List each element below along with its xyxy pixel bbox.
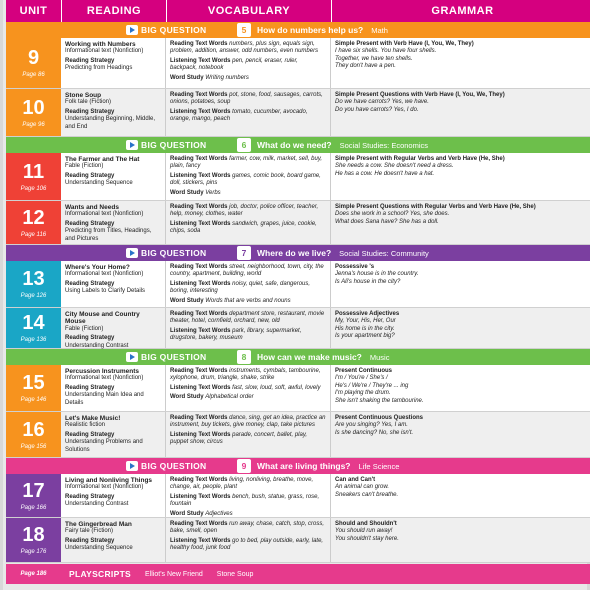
- vocab-words: department store, restaurant, movie theater, hotel, cornfield, orchard, new, old: [170, 311, 325, 325]
- grammar-cell: [331, 518, 590, 562]
- grammar-example: Is Ali's house in the city?: [335, 278, 401, 285]
- header-reading: READING: [61, 0, 166, 22]
- reading-strategy-label: Reading Strategy: [65, 280, 115, 287]
- reading-genre: Folk tale (Fiction): [65, 99, 112, 106]
- vocab-heading: Reading Text Words: [170, 92, 228, 98]
- vocabulary-cell: [166, 518, 331, 562]
- unit-badge[interactable]: [6, 201, 61, 244]
- table-header: [61, 0, 590, 22]
- vocab-words: sandwich, grapes, juice, cookie, chips, soda: [170, 220, 317, 235]
- vocab-entry: [170, 368, 326, 383]
- unit-number: 14: [22, 312, 45, 334]
- playscript-item[interactable]: Elliot's New Friend: [145, 570, 203, 578]
- vocabulary-cell: [166, 261, 331, 307]
- vocab-heading: Reading Text Words: [170, 41, 228, 47]
- grammar-example: She isn't shaking the tambourine.: [335, 397, 424, 404]
- play-icon[interactable]: [126, 25, 138, 35]
- reading-strategy: Understanding Sequence: [65, 180, 133, 187]
- vocab-heading: Listening Text Words: [170, 384, 231, 391]
- vocab-heading: Reading Text Words: [170, 415, 228, 421]
- reading-strategy-label: Reading Strategy: [65, 172, 115, 179]
- big-question-subject: Math: [371, 25, 388, 35]
- vocab-entry: [170, 75, 326, 82]
- unit-number: 17: [22, 479, 45, 502]
- vocab-entry: [170, 190, 326, 197]
- grammar-example: They don't have a pen.: [335, 63, 396, 70]
- unit-page: Page 116: [20, 231, 47, 238]
- reading-genre: Realistic fiction: [65, 422, 106, 429]
- grammar-example: Are you singing? Yes, I am.: [335, 422, 408, 429]
- unit-number: 9: [27, 47, 40, 69]
- big-question-number: 9: [237, 459, 251, 473]
- unit-page: Page 156: [20, 443, 47, 450]
- vocab-entry: [170, 92, 326, 107]
- reading-strategy: Understanding Sequence: [65, 545, 133, 552]
- vocab-entry: [170, 494, 326, 509]
- vocab-entry: [170, 156, 326, 171]
- big-question-text: What do we need?: [257, 140, 332, 150]
- big-question-label: BIG QUESTION: [141, 248, 207, 258]
- reading-genre: Fable (Fiction): [65, 325, 104, 332]
- vocab-heading: Reading Text Words: [170, 204, 228, 210]
- vocab-words: pot, stone, food, sausages, carrots, onions, potatoes, soup: [170, 92, 323, 106]
- unit-page: Page 126: [20, 293, 47, 299]
- vocab-entry: [170, 311, 326, 326]
- vocab-entry: [170, 264, 326, 279]
- grammar-example: I'm / You're / She's /: [335, 375, 388, 382]
- grammar-example: He has a cow. He doesn't have a hat.: [335, 170, 435, 177]
- grammar-example: She needs a cow. She doesn't need a dress.: [335, 163, 454, 170]
- reading-title: The Farmer and The Hat: [65, 156, 140, 163]
- reading-strategy: Understanding Contrast: [65, 342, 129, 349]
- play-icon[interactable]: [126, 461, 138, 471]
- reading-cell: [61, 412, 166, 457]
- unit-number: 13: [22, 268, 45, 290]
- footer-playscripts: [6, 564, 590, 584]
- grammar-cell: [331, 261, 590, 307]
- big-question-bar: [6, 22, 590, 38]
- vocab-words: noisy, quiet, safe, dangerous, boring, interesting: [170, 280, 311, 295]
- big-question-text: How do numbers help us?: [257, 25, 364, 35]
- grammar-cell: [331, 365, 590, 411]
- reading-strategy-label: Reading Strategy: [65, 220, 115, 227]
- vocab-entry: [170, 385, 326, 392]
- playscripts-label: PLAYSCRIPTS: [69, 569, 132, 579]
- vocab-heading: Word Study: [170, 297, 204, 304]
- big-question-subject: Music: [369, 352, 390, 362]
- unit-number: 18: [22, 524, 45, 546]
- vocab-heading: Listening Text Words: [170, 108, 231, 115]
- vocab-words: Words that are verbs and nouns: [205, 297, 291, 304]
- big-question-text: What are living things?: [257, 461, 351, 471]
- grammar-title: Can and Can't: [335, 477, 376, 483]
- vocab-heading: Word Study: [170, 394, 204, 401]
- footer-page: Page 186: [20, 571, 47, 577]
- unit-row: [6, 412, 590, 458]
- grammar-example: I have six shells. You have four shells.: [335, 48, 437, 55]
- vocab-words: tomato, cucumber, avocado, orange, mango, peach: [170, 108, 308, 123]
- grammar-example: Sneakers can't breathe.: [335, 491, 399, 498]
- big-question-number: 7: [237, 246, 251, 260]
- grammar-title: Present Continuous: [335, 368, 393, 374]
- vocabulary-cell: [166, 412, 331, 457]
- vocab-entry: [170, 511, 326, 518]
- reading-title: Where's Your Home?: [65, 264, 130, 271]
- vocab-heading: Listening Text Words: [170, 57, 231, 64]
- reading-cell: [61, 153, 166, 200]
- vocab-heading: Word Study: [170, 510, 204, 517]
- header-vocabulary: VOCABULARY: [166, 0, 331, 22]
- reading-cell: [61, 89, 166, 136]
- grammar-cell: [331, 308, 590, 348]
- grammar-cell: [331, 474, 590, 517]
- vocab-entry: [170, 298, 326, 305]
- vocab-heading: Reading Text Words: [170, 368, 228, 374]
- vocab-heading: Listening Text Words: [170, 537, 231, 544]
- unit-badge[interactable]: [6, 38, 61, 88]
- unit-badge[interactable]: [6, 308, 61, 348]
- vocab-heading: Word Study: [170, 74, 204, 81]
- reading-genre: Fairy tale (Fiction): [65, 528, 114, 535]
- vocab-words: games, comic book, board game, doll, stickers, pins: [170, 172, 321, 187]
- big-question-subject: Social Studies: Community: [339, 248, 429, 258]
- reading-title: City Mouse and Country Mouse: [65, 311, 140, 326]
- big-question-number: 8: [237, 350, 251, 364]
- grammar-example: Together, we have ten shells.: [335, 55, 413, 62]
- grammar-example: Is she dancing? No, she isn't.: [335, 429, 414, 436]
- vocabulary-cell: [166, 365, 331, 411]
- big-question-bar: [6, 458, 590, 474]
- grammar-example: He's / We're / They're ... ing: [335, 382, 409, 389]
- vocab-words: park, library, supermarket, drugstore, bakery, museum: [170, 327, 302, 342]
- reading-strategy: Understanding Problems and Solutions: [65, 439, 143, 453]
- reading-genre: Fable (Fiction): [65, 163, 104, 170]
- unit-row: [6, 38, 590, 89]
- reading-genre: Informational text (Nonfiction): [65, 211, 144, 218]
- vocab-heading: Word Study: [170, 189, 204, 196]
- vocab-words: fast, slow, loud, soft, awful, lovely: [232, 384, 321, 391]
- grammar-example: My, Your, His, Her, Our: [335, 318, 396, 325]
- reading-genre: Informational text (Nonfiction): [65, 375, 144, 382]
- unit-page: Page 136: [20, 337, 47, 343]
- reading-strategy: Using Labels to Clarify Details: [65, 288, 146, 295]
- reading-strategy-label: Reading Strategy: [65, 493, 115, 500]
- vocab-heading: Listening Text Words: [170, 280, 231, 287]
- vocab-words: instruments, cymbals, tambourine, xylophone, drum, triangle, shake, strike: [170, 368, 321, 382]
- unit-row: [6, 153, 590, 201]
- grammar-example: You should run away!: [335, 528, 393, 535]
- grammar-example: Do you have carrots? Yes, I do.: [335, 106, 419, 113]
- grammar-example: His home is in the city.: [335, 325, 395, 332]
- vocab-words: Verbs: [205, 189, 221, 196]
- vocab-entry: [170, 204, 326, 219]
- vocabulary-cell: [166, 308, 331, 348]
- reading-title: Stone Soup: [65, 92, 102, 99]
- vocab-words: parade, concert, ballet, play, puppet show, circus: [170, 431, 308, 446]
- unit-page: Page 96: [22, 121, 45, 128]
- big-question-bar: [6, 349, 590, 365]
- big-question-number: 6: [237, 138, 251, 152]
- vocab-entry: [170, 415, 326, 430]
- reading-strategy-label: Reading Strategy: [65, 384, 115, 391]
- unit-badge[interactable]: [6, 261, 61, 307]
- unit-row: [6, 365, 590, 412]
- unit-page: Page 166: [20, 504, 47, 511]
- grammar-title: Simple Present with Verb Have (I, You, We, They): [335, 41, 474, 47]
- unit-page: Page 106: [20, 185, 47, 192]
- unit-number: 10: [22, 96, 45, 119]
- unit-number: 11: [22, 160, 45, 183]
- vocab-entry: [170, 281, 326, 296]
- vocab-entry: [170, 477, 326, 492]
- vocab-words: dance, sing, get an idea, practice an instrument, buy tickets, give money, clap, take pictures: [170, 415, 326, 429]
- vocab-heading: Listening Text Words: [170, 327, 231, 334]
- vocab-words: pen, pencil, eraser, ruler, backpack, notebook: [170, 57, 298, 72]
- vocab-words: Writing numbers: [205, 74, 249, 81]
- vocabulary-cell: [166, 153, 331, 200]
- unit-badge[interactable]: [6, 474, 61, 517]
- vocab-words: street, neighborhood, town, city, the country, apartment, building, world: [170, 264, 324, 278]
- unit-badge[interactable]: [6, 412, 61, 457]
- vocab-entry: [170, 173, 326, 188]
- unit-page: Page 146: [20, 397, 47, 403]
- vocab-entry: [170, 58, 326, 73]
- grammar-example: Is your apartment big?: [335, 333, 395, 340]
- reading-strategy: Predicting from Titles, Headings, and Pictures: [65, 228, 152, 242]
- unit-row: [6, 308, 590, 349]
- reading-title: Living and Nonliving Things: [65, 477, 153, 484]
- reading-genre: Informational text (Nonfiction): [65, 484, 144, 491]
- grammar-cell: [331, 412, 590, 457]
- reading-cell: [61, 38, 166, 88]
- vocab-words: go to bed, play outside, early, late, healthy food, junk food: [170, 537, 324, 552]
- vocab-heading: Reading Text Words: [170, 311, 228, 317]
- reading-title: Wants and Needs: [65, 204, 119, 211]
- unit-number: 12: [22, 206, 45, 229]
- reading-strategy: Understanding Beginning, Middle, and End: [65, 116, 156, 130]
- reading-genre: Informational text (Nonfiction): [65, 271, 144, 278]
- big-question-text: Where do we live?: [257, 248, 332, 258]
- reading-title: Percussion Instruments: [65, 368, 140, 375]
- grammar-title: Simple Present Questions with Verb Have (I, You, We, They): [335, 92, 505, 98]
- grammar-example: You shouldn't stay here.: [335, 535, 399, 542]
- reading-title: The Gingerbread Man: [65, 521, 132, 528]
- vocab-words: living, nonliving, breathe, move, change, air, people, plant: [170, 477, 314, 491]
- unit-number: 15: [22, 372, 45, 394]
- vocab-words: Adjectives: [205, 510, 233, 517]
- grammar-cell: [331, 201, 590, 244]
- unit-page: Page 176: [20, 549, 47, 555]
- reading-strategy-label: Reading Strategy: [65, 537, 115, 544]
- reading-strategy-label: Reading Strategy: [65, 108, 115, 115]
- grammar-title: Present Continuous Questions: [335, 415, 424, 421]
- big-question-subject: Life Science: [358, 461, 400, 471]
- unit-page: Page 86: [22, 72, 45, 78]
- grammar-example: What does Sana have? She has a doll.: [335, 218, 439, 225]
- vocab-heading: Reading Text Words: [170, 477, 228, 483]
- vocab-words: numbers, plus sign, equals sign, problem, addition, answer, odd numbers, even numbers: [170, 41, 319, 55]
- big-question-bar: [6, 137, 590, 153]
- reading-title: Let's Make Music!: [65, 415, 121, 422]
- big-question-bar: [6, 245, 590, 261]
- big-question-text: How can we make music?: [257, 352, 362, 362]
- unit-number: 16: [22, 418, 45, 441]
- reading-strategy: Understanding Contrast: [65, 501, 129, 508]
- play-icon[interactable]: [126, 248, 138, 258]
- vocab-heading: Listening Text Words: [170, 431, 231, 438]
- unit-row: [6, 89, 590, 137]
- big-question-label: BIG QUESTION: [141, 461, 207, 471]
- vocab-entry: [170, 109, 326, 124]
- vocab-entry: [170, 221, 326, 236]
- vocab-words: run away, chase, catch, stop, cross, bake, smell, open: [170, 521, 325, 535]
- reading-cell: [61, 365, 166, 411]
- vocab-heading: Listening Text Words: [170, 172, 231, 179]
- big-question-label: BIG QUESTION: [141, 352, 207, 362]
- reading-cell: [61, 261, 166, 307]
- big-question-label: BIG QUESTION: [141, 140, 207, 150]
- vocab-heading: Reading Text Words: [170, 521, 228, 527]
- reading-cell: [61, 201, 166, 244]
- vocab-entry: [170, 328, 326, 343]
- reading-strategy: Understanding Main Idea and Details: [65, 392, 144, 406]
- play-icon[interactable]: [126, 140, 138, 150]
- vocabulary-cell: [166, 201, 331, 244]
- vocab-entry: [170, 521, 326, 536]
- unit-badge[interactable]: [6, 365, 61, 411]
- vocab-heading: Reading Text Words: [170, 264, 228, 270]
- vocab-heading: Reading Text Words: [170, 156, 228, 162]
- play-icon[interactable]: [126, 352, 138, 362]
- reading-strategy: Predicting from Headings: [65, 65, 133, 72]
- vocab-entry: [170, 41, 326, 56]
- grammar-title: Simple Present with Regular Verbs and Verb Have (He, She): [335, 156, 505, 162]
- unit-row: [6, 201, 590, 245]
- vocabulary-cell: [166, 474, 331, 517]
- unit-badge[interactable]: [6, 89, 61, 136]
- grammar-example: Does she work in a school? Yes, she does.: [335, 211, 450, 218]
- vocab-entry: [170, 432, 326, 447]
- vocab-words: Alphabetical order: [205, 394, 254, 401]
- big-question-label: BIG QUESTION: [141, 25, 207, 35]
- big-question-number: 5: [237, 23, 251, 37]
- unit-row: [6, 518, 590, 563]
- header-grammar: GRAMMAR: [331, 0, 590, 22]
- grammar-title: Simple Present Questions with Regular Verbs and Verb Have (He, She): [335, 204, 536, 210]
- reading-cell: [61, 474, 166, 517]
- grammar-cell: [331, 38, 590, 88]
- reading-cell: [61, 308, 166, 348]
- reading-strategy-label: Reading Strategy: [65, 431, 115, 438]
- grammar-title: Should and Shouldn't: [335, 521, 397, 527]
- reading-cell: [61, 518, 166, 562]
- reading-strategy-label: Reading Strategy: [65, 57, 115, 64]
- vocab-heading: Listening Text Words: [170, 220, 231, 227]
- unit-badge[interactable]: [6, 518, 61, 562]
- vocab-heading: Listening Text Words: [170, 493, 231, 500]
- vocab-entry: [170, 538, 326, 553]
- unit-badge[interactable]: [6, 153, 61, 200]
- vocab-entry: [170, 394, 326, 401]
- vocabulary-cell: [166, 38, 331, 88]
- vocabulary-cell: [166, 89, 331, 136]
- grammar-example: Jenna's house is in the country.: [335, 271, 419, 278]
- grammar-title: Possessive Adjectives: [335, 311, 400, 317]
- grammar-cell: [331, 153, 590, 200]
- reading-strategy-label: Reading Strategy: [65, 335, 115, 342]
- unit-row: [6, 261, 590, 308]
- grammar-title: Possessive 's: [335, 264, 375, 270]
- grammar-example: Do we have carrots? Yes, we have.: [335, 99, 429, 106]
- playscript-item[interactable]: Stone Soup: [216, 570, 254, 578]
- vocab-words: job, doctor, police officer, teacher, help, money, clothes, water: [170, 204, 319, 218]
- big-question-subject: Social Studies: Economics: [339, 140, 428, 150]
- vocab-words: farmer, cow, milk, market, sell, buy, plain, fancy: [170, 156, 323, 170]
- grammar-example: I'm playing the drum.: [335, 390, 391, 397]
- grammar-cell: [331, 89, 590, 136]
- vocab-words: bench, bush, statue, grass, rose, fountain: [170, 493, 320, 508]
- reading-title: Working with Numbers: [65, 41, 136, 48]
- header-unit: UNIT: [6, 0, 61, 22]
- reading-genre: Informational text (Nonfiction): [65, 48, 144, 55]
- unit-row: [6, 474, 590, 518]
- grammar-example: An animal can grow.: [335, 484, 390, 491]
